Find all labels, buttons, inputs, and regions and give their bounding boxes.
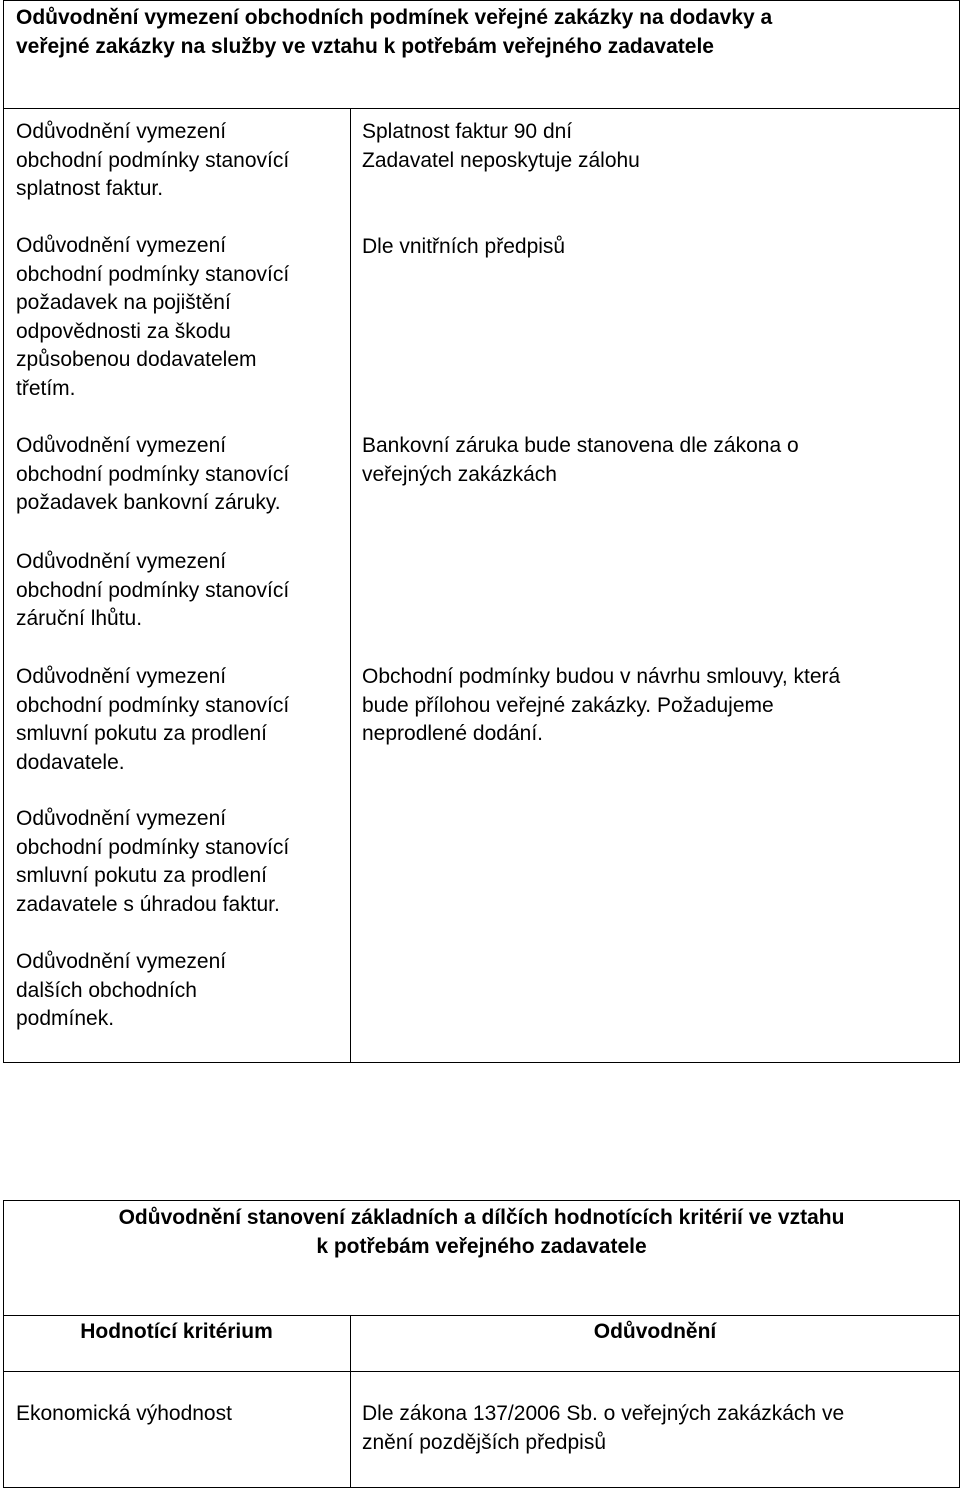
table1-left-cell-pokuta-zadavatel: Odůvodnění vymezení obchodní podmínky stanovící smluvní pokutu za prodlení zadavatele s úhradou faktur. xyxy=(16,807,290,916)
table1-title: Odůvodnění vymezení obchodních podmínek veřejné zakázky na dodavky a veřejné zakázky na služby ve vztahu k potřebám veřejného zadavatele xyxy=(16,6,773,58)
table1-left-cell-pokuta-dodavatel: Odůvodnění vymezení obchodní podmínky stanovící smluvní pokutu za prodlení dodavatele. xyxy=(16,665,290,774)
table2-cell-justification: Dle zákona 137/2006 Sb. o veřejných zakázkách ve znění pozdějších předpisů xyxy=(362,1402,845,1454)
table2-header-justification: Odůvodnění xyxy=(593,1320,717,1343)
table1-left-cell-bankovni-zaruka: Odůvodnění vymezení obchodní podmínky stanovící požadavek bankovní záruky. xyxy=(16,434,290,515)
table1-right-cell-bankovni-zaruka: Bankovní záruka bude stanovena dle zákona o veřejných zakázkách xyxy=(362,434,799,486)
table1-right-cell-smlouva: Obchodní podmínky budou v návrhu smlouvy, která bude přílohou veřejné zakázky. Požadujeme neprodlené dodání. xyxy=(362,665,841,746)
table1-left-cell-pojisteni: Odůvodnění vymezení obchodní podmínky stanovící požadavek na pojištění odpovědnosti za škodu způsobenou dodavatelem třetím. xyxy=(16,234,290,400)
table1-right-cell-splatnost: Splatnost faktur 90 dní Zadavatel neposkytuje zálohu xyxy=(362,120,640,172)
table2-title: Odůvodnění stanovení základních a dílčích hodnotících kritérií ve vztahu k potřebám veřejného zadavatele xyxy=(118,1206,845,1258)
table2-header-divider xyxy=(3,1371,960,1372)
table2-header-criterion: Hodnotící kritérium xyxy=(80,1320,273,1343)
table1-left-cell-zarucni-lhuta: Odůvodnění vymezení obchodní podmínky stanovící záruční lhůtu. xyxy=(16,550,290,631)
table1-left-cell-splatnost: Odůvodnění vymezení obchodní podmínky stanovící splatnost faktur. xyxy=(16,120,290,201)
table1-title-divider xyxy=(3,108,960,109)
table1-column-divider xyxy=(350,108,351,1063)
table2-title-divider xyxy=(3,1315,960,1316)
table2-cell-criterion: Ekonomická výhodnost xyxy=(16,1402,232,1425)
table1-left-cell-dalsi-podminky: Odůvodnění vymezení dalších obchodních podmínek. xyxy=(16,950,227,1031)
table1-right-cell-predpisy: Dle vnitřních předpisů xyxy=(362,235,566,258)
